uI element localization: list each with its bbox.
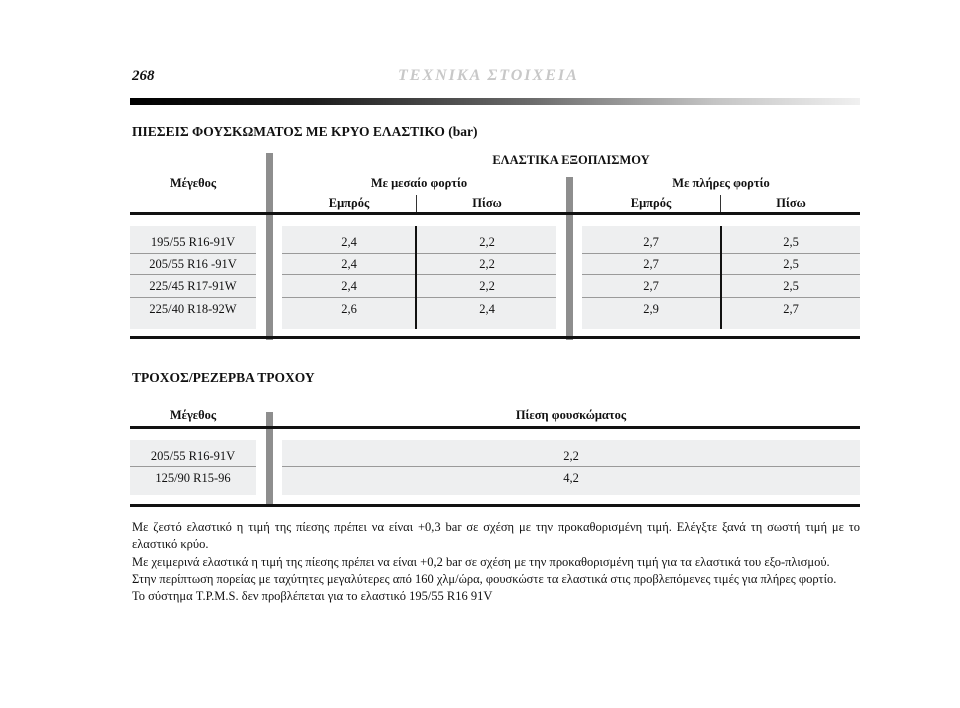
pressure-cell: 2,2 [563,449,579,463]
group-header: ΕΛΑΣΤΙΚΑ ΕΞΟΠΛΙΣΜΟΥ [492,153,650,167]
row-separator [282,253,556,254]
table-bottom-rule [130,336,860,339]
pressure-header: Πίεση φουσκώματος [515,408,627,422]
full-rear-cell: 2,5 [783,257,799,271]
header-gradient-bar [130,98,860,105]
pressure-cell: 4,2 [563,471,579,485]
size-cell: 225/45 R17-91W [149,279,237,293]
medium-rear-cell: 2,2 [479,279,495,293]
note-paragraph: Το σύστημα T.P.M.S. δεν προβλέπεται για το ελαστικό 195/55 R16 91V [132,589,493,604]
note-paragraph: Στην περίπτωση πορείας με ταχύτητες μεγαλύτερες από 160 χλμ/ώρα, φουσκώστε τα ελαστικά στις προβλεπόμενες τιμές για πλήρες φορτίο. [132,571,837,586]
medium-front-cell: 2,6 [341,302,357,316]
note-paragraph: Με ζεστό ελαστικό η τιμή της πίεσης πρέπει να είναι +0,3 bar σε σχέση με την προκαθορισμένη τιμή. Ελέγξτε ξανά τη σωστή τιμή με το ελαστικό κρύο. [132,520,860,552]
row-separator [130,466,256,467]
page-number: 268 [132,68,155,84]
full-rear-cell: 2,5 [783,279,799,293]
full-rear-cell: 2,5 [783,235,799,249]
table-bottom-rule [130,504,860,507]
row-separator [130,253,256,254]
chapter-title: ΤΕΧΝΙΚΑ ΣΤΟΙΧΕΙΑ [398,67,579,84]
divider-bar [266,153,273,340]
row-separator [282,466,860,467]
table-header-rule [130,212,860,215]
full-load-header: Με πλήρες φορτίο [672,176,770,190]
row-separator [130,297,256,298]
size-header: Μέγεθος [169,176,217,190]
medium-front-cell: 2,4 [341,235,357,249]
header-separator [720,195,721,213]
size-cell: 125/90 R15-96 [155,471,231,485]
note-paragraph: Με χειμερινά ελαστικά η τιμή της πίεσης πρέπει να είναι +0,2 bar σε σχέση με την προκαθορισμένη τιμή για τα ελαστικά του εξο-πλισμού. [132,554,830,569]
medium-rear-cell: 2,4 [479,302,495,316]
notes-block [132,519,860,605]
size-cell: 205/55 R16-91V [150,449,236,463]
size-header: Μέγεθος [169,408,217,422]
row-separator [282,297,556,298]
medium-front-cell: 2,4 [341,257,357,271]
divider-bar [566,177,573,340]
table1-title: ΠΙΕΣΕΙΣ ΦΟΥΣΚΩΜΑΤΟΣ ΜΕ ΚΡΥΟ ΕΛΑΣΤΙΚΟ (bar) [132,124,478,139]
size-cell: 195/55 R16-91V [150,235,236,249]
table2-title: ΤΡΟΧΟΣ/ΡΕΖΕΡΒΑ ΤΡΟΧΟΥ [132,370,315,385]
full-front-header: Εμπρός [630,196,672,210]
medium-rear-cell: 2,2 [479,257,495,271]
table-header-rule [130,426,860,429]
header-separator [416,195,417,213]
medium-load-header: Με μεσαίο φορτίο [370,176,468,190]
full-front-cell: 2,7 [643,235,659,249]
size-cell: 205/55 R16 -91V [149,257,237,271]
medium-rear-header: Πίσω [472,196,502,210]
row-separator [282,274,556,275]
full-rear-cell: 2,7 [783,302,799,316]
full-front-cell: 2,9 [643,302,659,316]
medium-front-cell: 2,4 [341,279,357,293]
medium-rear-cell: 2,2 [479,235,495,249]
full-front-cell: 2,7 [643,257,659,271]
full-front-cell: 2,7 [643,279,659,293]
size-cell: 225/40 R18-92W [149,302,237,316]
medium-front-header: Εμπρός [328,196,370,210]
row-separator [130,274,256,275]
full-rear-header: Πίσω [776,196,806,210]
